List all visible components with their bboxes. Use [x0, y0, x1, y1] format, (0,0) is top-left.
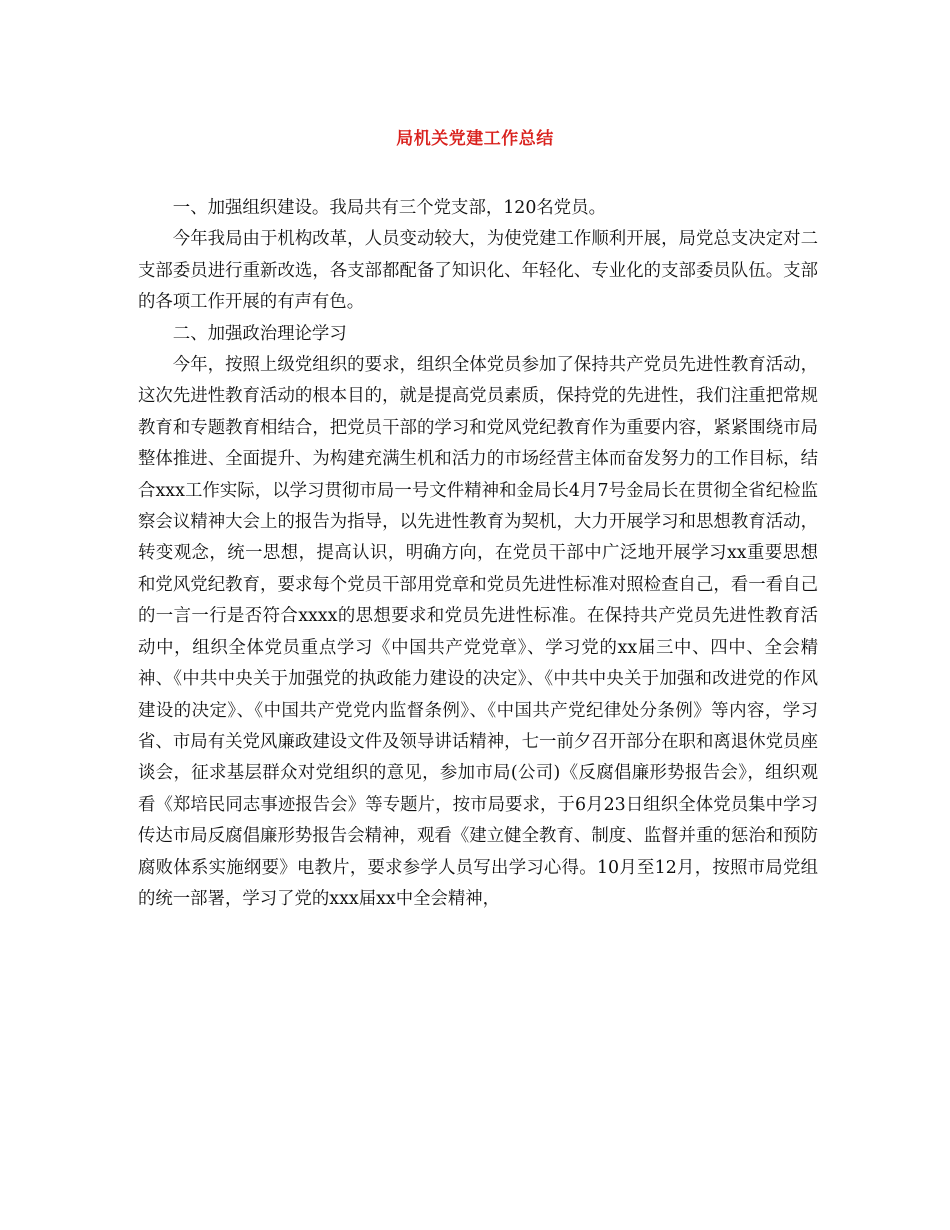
paragraph-organization-detail: 今年我局由于机构改革，人员变动较大，为使党建工作顺利开展，局党总支决定对二支部委员进行重新改选，各支部都配备了知识化、年轻化、专业化的支部委员队伍。支部的各项工作开展的有声有色。 — [138, 229, 818, 313]
document-body — [138, 193, 818, 915]
paragraph-organization-heading: 一、加强组织建设。我局共有三个党支部，120名党员。 — [172, 198, 606, 218]
paragraph-study-heading: 二、加强政治理论学习 — [172, 323, 347, 344]
document-title: 局机关党建工作总结 — [396, 129, 554, 149]
paragraph-study-detail: 今年，按照上级党组织的要求，组织全体党员参加了保持共产党员先进性教育活动，这次先进性教育活动的根本目的，就是提高党员素质，保持党的先进性，我们注重把常规教育和专题教育相结合，把党员干部的学习和党风党纪教育作为重要内容，紧紧围绕市局整体推进、全面提升、为构建充满生机和活力的市场经营主体而奋发努力的工作目标，结合xxx工作实际，以学习贯彻市局一号文件精神和金局长4月7号金局长在贯彻全省纪检监察会议精神大会上的报告为指导，以先进性教育为契机，大力开展学习和思想教育活动，转变观念，统一思想，提高认识，明确方向，在党员干部中广泛地开展学习xx重要思想和党风党纪教育，要求每个党员干部用党章和党员先进性标准对照检查自己，看一看自己的一言一行是否符合xxxx的思想要求和党员先进性标准。在保持共产党员先进性教育活动中，组织全体党员重点学习《中国共产党党章》、学习党的xx届三中、四中、全会精神、《中共中央关于加强党的执政能力建设的决定》、《中共中央关于加强和改进党的作风建设的决定》、《中国共产党党内监督条例》、《中国共产党纪律处分条例》等内容，学习省、市局有关党风廉政建设文件及领导讲话精神，七一前夕召开部分在职和离退休党员座谈会，征求基层群众对党组织的意见，参加市局(公司)《反腐倡廉形势报告会》，组织观看《郑培民同志事迹报告会》等专题片，按市局要求，于6月23日组织全体党员集中学习传达市局反腐倡廉形势报告会精神，观看《建立健全教育、制度、监督并重的惩治和预防腐败体系实施纲要》电教片，要求参学人员写出学习心得。10月至12月，按照市局党组的统一部署，学习了党的xxx届xx中全会精神， — [138, 355, 818, 909]
